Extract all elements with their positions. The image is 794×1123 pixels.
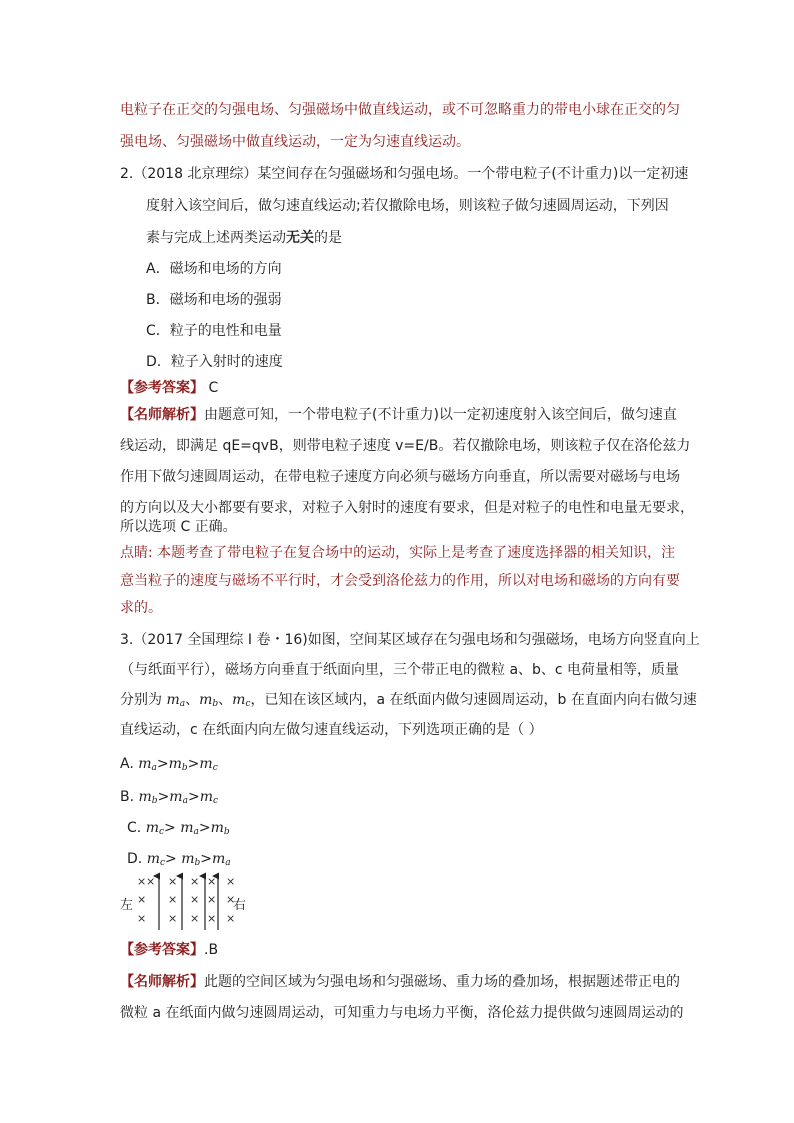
q3-analysis-line-2: 微粒 a 在纸面内做匀速圆周运动，可知重力与电场力平衡，洛伦兹力提供做匀速圆周运动的: [120, 1005, 684, 1021]
analysis-text: 此题的空间区域为匀强电场和匀强磁场、重力场的叠加场，根据题述带正电的: [204, 974, 680, 990]
q3-stem-line-1: 3.（2017 全国理综 I 卷・16)如图，空间某区域存在匀强电场和匀强磁场，电场方向竖直向上: [120, 632, 700, 648]
q3-answer: [120, 940, 218, 960]
svg-text:×: ×: [207, 875, 217, 888]
svg-text:×: ×: [168, 893, 178, 906]
left-label: 左: [120, 898, 134, 913]
q3-stem-line-2: （与纸面平行），磁场方向垂直于纸面向里，三个带正电的微粒 a、b、c 电荷量相等，质量: [120, 662, 680, 678]
q3-stem-line-3: 分别为 $m_a$、$m_b$、$m_c$，已知在该区域内，a 在纸面内做匀速圆周运动，b 在直面内向右做匀速: [120, 692, 697, 709]
svg-text:×: ×: [190, 893, 200, 906]
q2-stem-text-end: 的是: [314, 230, 342, 246]
q2-stem-line-2: 度射入该空间后，做匀速直线运动;若仅撤除电场，则该粒子做匀速圆周运动，下列因: [146, 198, 669, 214]
q2-answer: [120, 378, 218, 398]
svg-text:×: ×: [226, 893, 236, 906]
answer-tag: 【参考答案】: [120, 942, 204, 958]
svg-text:×: ×: [226, 912, 236, 925]
q2-option-c: C．粒子的电性和电量: [146, 323, 282, 339]
svg-text:×: ×: [168, 875, 178, 888]
svg-text:×: ×: [137, 875, 147, 888]
q2-option-b: B．磁场和电场的强弱: [146, 292, 282, 308]
answer-value: .B: [204, 942, 219, 958]
svg-text:×: ×: [190, 912, 200, 925]
q2-stem-line-1: 2.（2018 北京理综）某空间存在匀强磁场和匀强电场。一个带电粒子(不计重力)以一定初速: [120, 166, 689, 182]
q2-option-a: A．磁场和电场的方向: [146, 261, 282, 277]
q2-analysis-line-1: [120, 405, 677, 425]
q2-stem-text: 素与完成上述两类运动: [146, 230, 286, 246]
q2-analysis-line-3: 作用下做匀速圆周运动，在带电粒子速度方向必须与磁场方向垂直，所以需要对磁场与电场: [120, 469, 680, 485]
q2-comment-line-1: 点睛: 本题考查了带电粒子在复合场中的运动，实际上是考查了速度选择器的相关知识，注: [120, 545, 676, 561]
answer-value: C: [204, 380, 219, 396]
q3-analysis-line-1: [120, 972, 680, 992]
q2-analysis-line-4: 的方向以及大小都要有要求，对粒子入射时的速度有要求，但是对粒子的电性和电量无要求，: [120, 500, 694, 516]
field-diagram: [120, 872, 260, 932]
analysis-tag: 【名师解析】: [120, 407, 204, 423]
q2-comment-line-3: 求的。: [120, 600, 162, 616]
svg-text:×: ×: [168, 912, 178, 925]
q2-option-d: D．粒子入射时的速度: [146, 354, 283, 370]
q3-option-c: C. $m_c> m_a>m_b$: [127, 820, 230, 837]
magnetic-field-crosses: [137, 875, 235, 925]
svg-text:×: ×: [137, 912, 147, 925]
svg-text:×: ×: [190, 875, 200, 888]
right-label: 右: [233, 898, 247, 913]
svg-text:×: ×: [146, 875, 156, 888]
analysis-text: 由题意可知，一个带电粒子(不计重力)以一定初速度射入该空间后，做匀速直: [204, 407, 677, 423]
svg-text:×: ×: [226, 875, 236, 888]
q3-option-a: A. $m_a>m_b>m_c$: [120, 756, 218, 773]
analysis-tag: 【名师解析】: [120, 974, 204, 990]
svg-text:×: ×: [207, 893, 217, 906]
q3-stem-text: 分别为: [120, 692, 167, 708]
answer-tag: 【参考答案】: [120, 380, 204, 396]
intro-line-1: 电粒子在正交的匀强电场、匀强磁场中做直线运动，或不可忽略重力的带电小球在正交的匀: [120, 102, 680, 118]
q3-option-b: B. $m_b>m_a>m_c$: [120, 789, 219, 806]
intro-line-2: 强电场、匀强磁场中做直线运动，一定为匀速直线运动。: [120, 134, 470, 150]
q3-stem-text-end: ，已知在该区域内，a 在纸面内做匀速圆周运动，b 在直面内向右做匀速: [250, 692, 697, 708]
svg-text:×: ×: [207, 912, 217, 925]
q2-analysis-line-2: 线运动，即满足 qE=qvB，则带电粒子速度 v=E/B。若仅撤除电场，则该粒子仅在洛伦兹力: [120, 438, 691, 454]
q2-comment-line-2: 意当粒子的速度与磁场不平行时，才会受到洛伦兹力的作用，所以对电场和磁场的方向有要: [120, 573, 680, 589]
q3-stem-line-4: 直线运动，c 在纸面内向左做匀速直线运动，下列选项正确的是（ ）: [120, 722, 543, 738]
q2-analysis-line-5: 所以选项 C 正确。: [120, 519, 237, 535]
q3-option-d: D. $m_c> m_b>m_a$: [127, 851, 231, 868]
field-diagram-svg: [120, 872, 260, 932]
svg-text:×: ×: [137, 893, 147, 906]
q2-stem-emphasis: 无关: [286, 230, 314, 246]
q2-stem-line-3: [146, 228, 342, 248]
